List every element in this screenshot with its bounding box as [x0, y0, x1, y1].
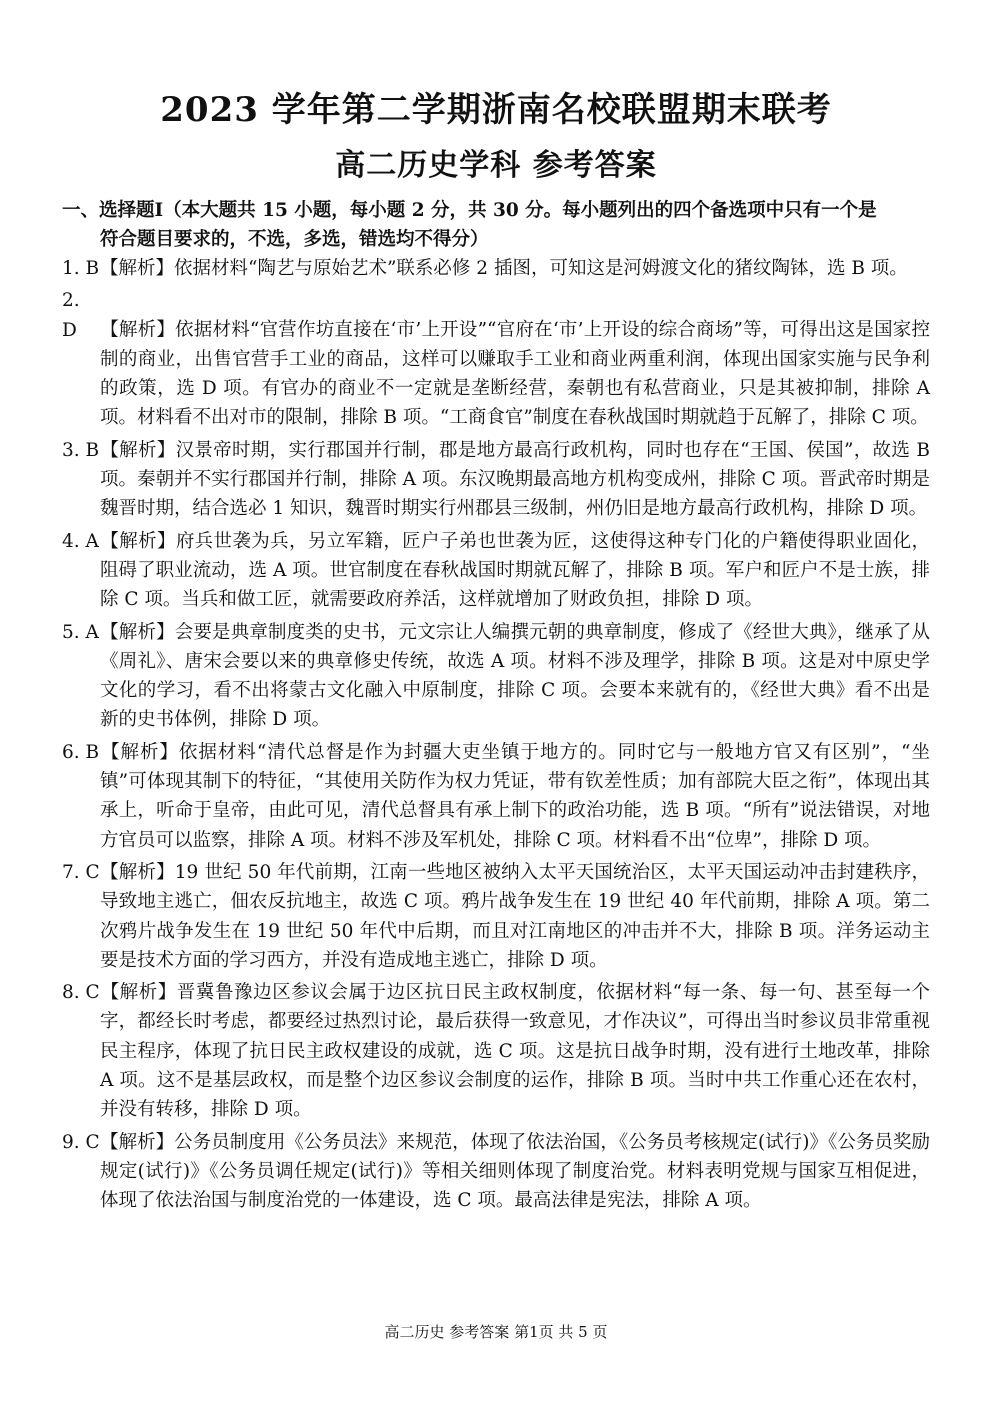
- answer-number: 4. A: [62, 530, 99, 552]
- answer-text: 【解析】依据材料“清代总督是作为封疆大吏坐镇于地方的。同时它与一般地方官又有区别”，“坐镇”可体现其制下的特征，“其使用关防作为权力凭证，带有钦差性质；加有部院大臣之衔”，体现出其承上，听命于皇帝，由此可见，清代总督具有承上制下的政治功能，选 B 项。“所有”说法错误，对地方官员可以监察，排除 A 项。材料不涉及军机处，排除 C 项。材料看不出“位卑”，排除 D 项。: [100, 741, 930, 851]
- answer-text: 【解析】汉景帝时期，实行郡国并行制，郡是地方最高行政机构，同时也存在“王国、侯国”，故选 B 项。秦朝并不实行郡国并行制，排除 A 项。东汉晚期最高地方机构变成州，排除 C 项。晋武帝时期是魏晋时期，结合选必 1 知识，魏晋时期实行州郡县三级制，州仍旧是地方最高行政机构，排除 D 项。: [100, 439, 930, 520]
- answer-number: 2. D: [62, 290, 80, 341]
- answer-text: 【解析】晋冀鲁豫边区参议会属于边区抗日民主政权制度，依据材料“每一条、每一句、甚至每一个字，都经长时考虑，都要经过热烈讨论，最后获得一致意见，才作决议”，可得出当时参议员非常重视民主程序，体现了抗日民主政权建设的成就，选 C 项。这是抗日战争时期，没有进行土地改革，排除 A 项。这不是基层政权，而是整个边区参议会制度的运作，排除 B 项。当时中共工作重心还在农村，并没有转移，排除 D 项。: [100, 982, 930, 1121]
- page-subtitle: 高二历史学科 参考答案: [335, 148, 657, 183]
- answer-number: 1. B: [62, 258, 100, 279]
- answer-item: [62, 286, 930, 432]
- answer-item: [62, 738, 930, 855]
- answer-number: 7. C: [62, 861, 100, 883]
- answer-item: [62, 618, 930, 735]
- section-heading-line1: 一、选择题Ⅰ（本大题共 15 小题，每小题 2 分，共 30 分。每小题列出的四个备选项中只有一个是: [62, 200, 877, 221]
- page-footer: 高二历史 参考答案 第1页 共 5 页: [384, 1323, 608, 1341]
- answer-item: [62, 1128, 930, 1216]
- answer-text: 【解析】依据材料“陶艺与原始艺术”联系必修 2 插图，可知这是河姆渡文化的猪纹陶钵，选 B 项。: [100, 258, 908, 279]
- section-heading: [62, 196, 930, 254]
- answer-item: [62, 858, 930, 975]
- section-heading-line2: 符合题目要求的，不选，多选，错选均不得分）: [100, 229, 489, 250]
- answer-number: 6. B: [62, 741, 100, 763]
- answer-number: 9. C: [62, 1131, 100, 1153]
- answer-item: [62, 527, 930, 615]
- answer-list: [62, 254, 930, 1216]
- answer-text: 【解析】19 世纪 50 年代前期，江南一些地区被纳入太平天国统治区，太平天国运动冲击封建秩序，导致地主逃亡，佃农反抗地主，故选 C 项。鸦片战争发生在 19 世纪 40 年代前期，排除 A 项。第二次鸦片战争发生在 19 世纪 50 年代中后期，而且对江南地区的冲击并不大，排除 B 项。洋务运动主要是技术方面的学习西方，并没有造成地主逃亡，排除 D 项。: [100, 861, 930, 971]
- answer-text: 【解析】府兵世袭为兵，另立军籍，匠户子弟也世袭为匠，这使得这种专门化的户籍使得职业固化，阻碍了职业流动，选 A 项。世官制度在春秋战国时期就瓦解了，排除 B 项。军户和匠户不是士族，排除 C 项。当兵和做工匠，就需要政府养活，这样就增加了财政负担，排除 D 项。: [100, 530, 930, 611]
- answer-item: [62, 978, 930, 1124]
- answer-number: 3. B: [62, 439, 100, 461]
- answer-text: 【解析】公务员制度用《公务员法》来规范，体现了依法治国，《公务员考核规定(试行)》《公务员奖励规定(试行)》《公务员调任规定(试行)》等相关细则体现了制度治党。材料表明党规与国家互相促进，体现了依法治国与制度治党的一体建设，选 C 项。最高法律是宪法，排除 A 项。: [100, 1131, 930, 1212]
- answer-text: 【解析】会要是典章制度类的史书，元文宗让人编撰元朝的典章制度，修成了《经世大典》，继承了从《周礼》、唐宋会要以来的典章修史传统，故选 A 项。材料不涉及理学，排除 B 项。这是对中原史学文化的学习，看不出将蒙古文化融入中原制度，排除 C 项。会要本来就有的，《经世大典》看不出是新的史书体例，排除 D 项。: [100, 621, 930, 731]
- page-title: 2023 学年第二学期浙南名校联盟期末联考: [160, 90, 832, 130]
- answer-item: [62, 436, 930, 524]
- answer-number: 5. A: [62, 621, 99, 643]
- answer-number: 8. C: [62, 982, 100, 1004]
- answer-text: 【解析】依据材料“官营作坊直接在‘市’上开设”“官府在‘市’上开设的综合商场”等，可得出这是国家控制的商业，出售官营手工业的商品，这样可以赚取手工业和商业两重利润，体现出国家实施与民争利的政策，选 D 项。有官办的商业不一定就是垄断经营，秦朝也有私营商业，只是其被抑制，排除 A 项。材料看不出对市的限制，排除 B 项。“工商食官”制度在春秋战国时期就趋于瓦解了，排除 C 项。: [100, 319, 930, 429]
- answer-item: [62, 254, 930, 283]
